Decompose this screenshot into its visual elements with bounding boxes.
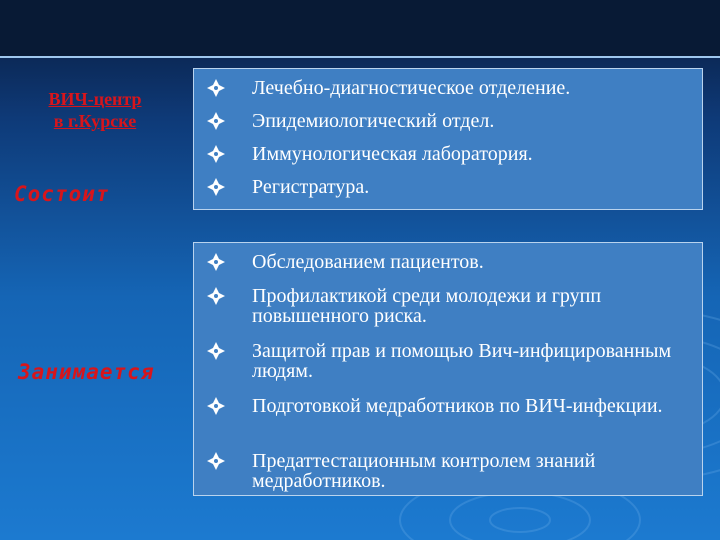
list-item-text: Профилактикой среди молодежи и групп повышенного риска. xyxy=(252,285,602,327)
list-item-text: Регистратура. xyxy=(252,176,370,198)
consists-label: Состоит xyxy=(14,182,110,206)
list-item-text: Предаттестационным контролем знаний медработников. xyxy=(252,450,596,492)
diamond-bullet-icon xyxy=(206,111,226,131)
page-title xyxy=(30,88,160,132)
structure-panel xyxy=(193,68,703,210)
diamond-bullet-icon xyxy=(206,177,226,197)
list-item-text: Лечебно-диагностическое отделение. xyxy=(252,77,571,99)
title-line-1: ВИЧ-центр xyxy=(48,89,142,109)
diamond-bullet-icon xyxy=(206,396,226,416)
engaged-label: Занимается xyxy=(18,360,155,384)
list-item-text: Защитой прав и помощью Вич-инфицированным людям. xyxy=(252,340,672,382)
diamond-bullet-icon xyxy=(206,286,226,306)
diamond-bullet-icon xyxy=(206,78,226,98)
activities-panel xyxy=(193,242,703,496)
list-item-text: Иммунологическая лаборатория. xyxy=(252,143,533,165)
title-line-2: в г.Курске xyxy=(53,111,137,131)
diamond-bullet-icon xyxy=(206,252,226,272)
diamond-bullet-icon xyxy=(206,451,226,471)
list-item-text: Эпидемиологический отдел. xyxy=(252,110,495,132)
diamond-bullet-icon xyxy=(206,341,226,361)
list-item-text: Обследованием пациентов. xyxy=(252,251,484,273)
list-item-text: Подготовкой медработников по ВИЧ-инфекции. xyxy=(252,395,663,417)
diamond-bullet-icon xyxy=(206,144,226,164)
